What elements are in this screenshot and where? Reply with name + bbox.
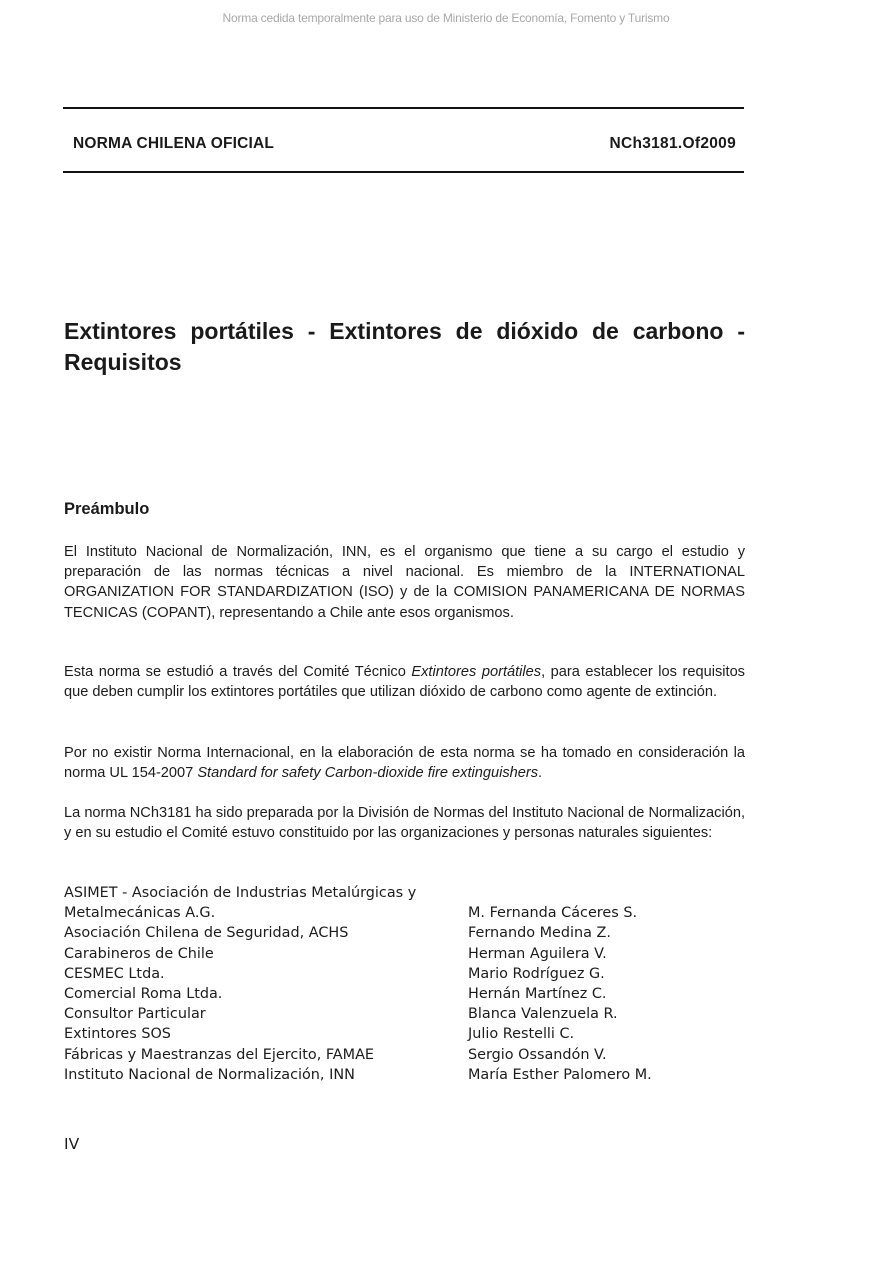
committee-row [64,1024,745,1044]
committee-name-italic: Extintores portátiles [411,664,542,680]
person-name: Hernán Martínez C. [468,985,607,1002]
person-name: Herman Aguilera V. [468,945,607,962]
organization-name: Metalmecánicas A.G. [64,905,216,922]
committee-row [64,923,745,943]
organization-name: Instituto Nacional de Normalización, INN [64,1066,355,1083]
committee-members-list [64,883,745,1085]
paragraph-text: , para establecer los requisitos que deben cumplir los extintores portátiles que utilizan dióxido de carbono como agente de extinción. [64,664,745,701]
paragraph-text: Esta norma se estudió a través del Comité Técnico [64,664,412,680]
committee-row [64,984,745,1004]
reference-standard-title-italic: Standard for safety Carbon-dioxide fire extinguishers [197,765,539,782]
organization-name: Consultor Particular [64,1006,206,1023]
committee-row [64,1045,745,1065]
header-bottom-rule [63,171,744,173]
committee-row [64,944,745,964]
preamble-paragraph-2 [64,662,745,702]
committee-row [64,964,745,984]
organization-name: Asociación Chilena de Seguridad, ACHS [64,925,349,942]
person-name: Julio Restelli C. [468,1026,575,1043]
person-name: Fernando Medina Z. [468,925,611,942]
person-name: Mario Rodríguez G. [468,965,605,982]
person-name: M. Fernanda Cáceres S. [468,905,638,922]
preamble-heading: Preámbulo [64,500,150,518]
committee-row [64,1065,745,1085]
committee-row [64,1004,745,1024]
header-top-rule [63,107,744,109]
paragraph-text: . [538,765,543,782]
standard-code: NCh3181.Of2009 [609,135,736,152]
person-name: Blanca Valenzuela R. [468,1006,618,1023]
document-title: Extintores portátiles - Extintores de dióxido de carbono - Requisitos [64,318,745,375]
organization-name: Carabineros de Chile [64,945,214,962]
person-name [468,883,745,903]
preamble-paragraph-3 [64,743,745,783]
watermark-notice: Norma cedida temporalmente para uso de Ministerio de Economía, Fomento y Turismo [222,11,670,25]
organization-name: Comercial Roma Ltda. [64,985,223,1002]
organization-name: Fábricas y Maestranzas del Ejercito, FAMAE [64,1046,375,1063]
preamble-paragraph-4: La norma NCh3181 ha sido preparada por la División de Normas del Instituto Nacional de Normalización, y en su estudio el Comité estuvo constituido por las organizaciones y personas naturales siguientes: [64,805,745,842]
organization-name: ASIMET - Asociación de Industrias Metalúrgicas y [64,885,417,901]
preamble-paragraph-1: El Instituto Nacional de Normalización, INN, es el organismo que tiene a su cargo el estudio y preparación de las normas técnicas a nivel nacional. Es miembro de la INTERNATIONAL ORGANIZATION FOR STANDARDIZATION (ISO) y de la COMISION PANAMERICANA DE NORMAS TECNICAS (COPANT), representando a Chile ante esos organismos. [64,544,745,621]
person-name: Sergio Ossandón V. [468,1046,607,1063]
organization-name: Extintores SOS [64,1026,171,1043]
page-number: IV [64,1135,80,1153]
organization-name: CESMEC Ltda. [64,965,165,982]
person-name: María Esther Palomero M. [468,1066,652,1083]
paragraph-text: Por no existir Norma Internacional, en la elaboración de esta norma se ha tomado en consideración la norma UL 154-2007 [64,745,745,782]
standard-type-label: NORMA CHILENA OFICIAL [73,135,275,152]
committee-row [64,883,745,903]
committee-row [64,903,745,923]
